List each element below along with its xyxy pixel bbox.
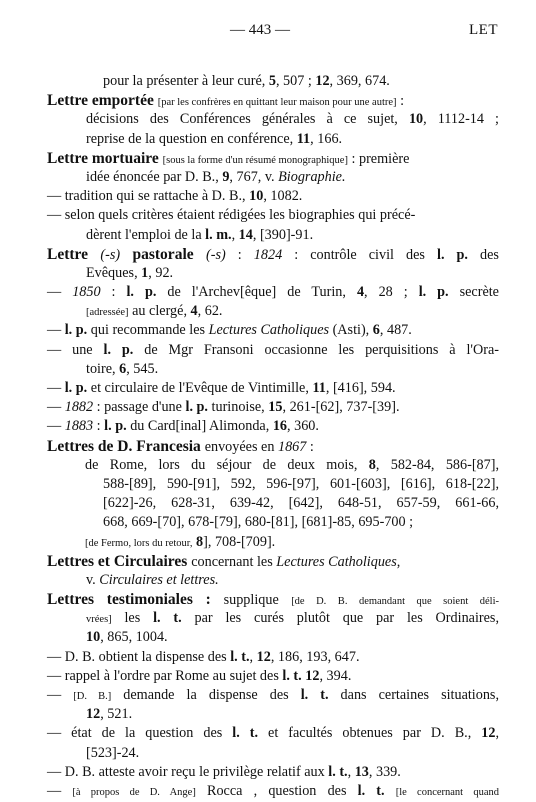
index-entry-heading (47, 91, 499, 110)
text-run: Lectures Catholiques (276, 553, 397, 570)
text-run: — (47, 284, 73, 301)
text-run: du Card[inal] Alimonda, (126, 418, 273, 435)
text-run: [par les confrères en quittant leur maison pour une autre] (157, 97, 397, 109)
text-run: l. p. (185, 399, 208, 416)
index-subentry (47, 724, 499, 743)
text-run: : contrôle civil des (282, 246, 437, 263)
index-line (47, 360, 499, 379)
text-run: qui recommande les (87, 322, 209, 339)
text-run: , 582-84, 586-[87], (375, 456, 500, 473)
text-run: 1824 (253, 246, 283, 263)
text-run: , 865, 1004. (100, 629, 168, 646)
text-run: envoyées en (204, 438, 278, 455)
text-run: 6 (372, 322, 380, 339)
text-run: Lettre mortuaire (47, 149, 163, 167)
text-run: , 521. (100, 706, 133, 723)
text-run: , (231, 226, 239, 243)
text-run: pour la présenter à leur curé, (103, 73, 269, 89)
text-run: turinoise, (207, 399, 269, 416)
index-subentry (47, 763, 499, 782)
text-run: 12 (256, 648, 271, 665)
text-run: , 62. (197, 303, 223, 320)
index-line (47, 571, 499, 590)
text-run: , (495, 725, 499, 742)
text-run: [sous la forme d'un résumé monographique] (162, 154, 348, 166)
text-run: des (467, 246, 499, 263)
text-run: , [416], 594. (325, 380, 396, 396)
text-run: 14 (238, 226, 253, 243)
text-run: 11 (312, 380, 326, 396)
text-run: , 487. (379, 322, 412, 339)
text-run: [de Fermo, lors du retour, (85, 537, 193, 549)
index-line (47, 168, 499, 187)
text-run: — (47, 687, 74, 703)
text-run: , 28 ; (364, 284, 419, 301)
text-run: [à propos de D. Ange] (72, 786, 196, 798)
index-line (47, 628, 499, 647)
text-run: 13 (354, 763, 369, 780)
index-subentry (47, 206, 499, 225)
text-run: , 261-[62], 737-[39]. (282, 399, 400, 416)
index-line (47, 513, 499, 532)
text-run: l. t. (282, 667, 302, 684)
text-run: 10 (408, 111, 424, 128)
index-entry-heading (47, 590, 499, 609)
text-run: , 339. (368, 763, 401, 780)
index-subentry (47, 417, 499, 436)
text-run: concernant les (191, 553, 277, 570)
text-run: , (249, 648, 257, 665)
index-entry-heading (47, 245, 499, 264)
text-run: l. p. (437, 246, 468, 263)
text-run: vrées] (86, 614, 112, 626)
text-run: l. p. (103, 341, 134, 358)
text-run: 12 (305, 667, 320, 684)
text-run: pastorale (120, 245, 207, 263)
index-line (47, 456, 499, 475)
index-line (47, 72, 499, 91)
index-subentry (47, 686, 499, 705)
index-line (47, 609, 499, 628)
text-run: 1882 (64, 399, 94, 416)
text-run: , 186, 193, 647. (270, 648, 360, 665)
text-run: , (347, 763, 355, 780)
text-run: — (47, 782, 73, 799)
index-subentry (47, 667, 499, 686)
text-run: — rappel à l'ordre par Rome au sujet des (47, 667, 283, 684)
page-header (0, 22, 536, 42)
text-run: 5 (268, 73, 276, 89)
text-run: 12 (315, 73, 330, 89)
text-run: , 369, 674. (329, 73, 390, 89)
text-run: (-s) (206, 246, 226, 263)
text-run: décisions des Conférences générales à ce sujet, (86, 111, 409, 128)
index-text (47, 72, 499, 801)
text-run: 8 (368, 456, 376, 473)
text-run: : (93, 418, 105, 435)
text-run: 4 (356, 284, 365, 301)
text-run: 668, 669-[70], 678-[79], 680-[81], [681]-85, 695-700 ; (103, 514, 414, 531)
index-subentry (47, 648, 499, 667)
text-run: , 360. (287, 418, 319, 435)
text-run: 10 (249, 188, 264, 205)
text-run: 1883 (64, 418, 94, 435)
text-run: : (100, 284, 127, 301)
text-run: l. p. (64, 380, 88, 396)
index-line (47, 226, 499, 245)
text-run: l. t. (357, 782, 385, 799)
index-subentry (47, 187, 499, 206)
text-run: 16 (272, 418, 288, 435)
text-run: 1 (141, 264, 149, 281)
text-run: de Rome, lors du séjour de deux mois, (85, 456, 369, 473)
text-run: — une (47, 341, 104, 358)
text-run: l. t. (328, 763, 348, 780)
text-run: v. (86, 571, 100, 588)
index-line (47, 302, 499, 321)
text-run: — (47, 399, 65, 416)
index-line (47, 494, 499, 513)
text-run: l. t. (153, 610, 182, 627)
index-line (47, 744, 499, 763)
text-run: l. p. (64, 322, 88, 339)
text-run: , 767, v. (229, 168, 279, 185)
text-run: reprise de la question en conférence, (86, 130, 297, 147)
text-run: : (396, 93, 405, 110)
text-run: , 166. (310, 130, 343, 147)
text-run: Lettres de D. Francesia (47, 437, 205, 455)
text-run: [de D. B. demandant que soient déli- (291, 596, 500, 608)
text-run: dèrent l'emploi de la (86, 226, 206, 243)
index-subentry (47, 341, 499, 360)
text-run: dans certaines situations, (328, 687, 500, 703)
text-run: l. p. (418, 284, 449, 301)
index-line (47, 533, 499, 552)
text-run: : (306, 438, 314, 455)
text-run: ], 708-[709]. (203, 533, 276, 550)
text-run: , 507 ; (275, 73, 316, 89)
text-run: l. p. (104, 418, 127, 435)
text-run: : première (347, 150, 410, 167)
text-run: Rocca , question des (195, 782, 358, 799)
text-run: toire, (86, 360, 120, 377)
index-entry-heading (47, 149, 499, 168)
text-run: — état de la question des (47, 725, 233, 742)
text-run: et circulaire de l'Evêque de Vintimille, (87, 380, 313, 396)
text-run: — (47, 322, 65, 339)
text-run: , [390]-91. (252, 226, 314, 243)
text-run: [622]-26, 628-31, 639-42, [642], 648-51, 657-59, 661-66, (103, 495, 499, 512)
text-run: 12 (481, 725, 496, 742)
text-run: — D. B. atteste avoir reçu le privilège relatif aux (47, 763, 329, 780)
text-run: l. t. (230, 648, 250, 665)
text-run: , (396, 553, 401, 570)
text-run: 8 (196, 533, 204, 550)
text-run: l. m. (205, 226, 232, 243)
text-run: Circulaires et lettres. (99, 571, 219, 588)
text-run: [adressée] (86, 307, 129, 319)
text-run: 9 (222, 168, 230, 185)
text-run: de Mgr Fransoni occasionne les perquisitions à l'Ora- (133, 341, 499, 358)
text-run: (-s) (100, 246, 121, 263)
text-run: , 1112-14 ; (423, 111, 499, 128)
text-run: l. t. (300, 687, 329, 703)
index-line (47, 264, 499, 283)
text-run: supplique (223, 592, 292, 609)
text-run: les (111, 610, 154, 627)
text-run: 11 (296, 130, 311, 147)
text-run: — D. B. obtient la dispense des (47, 648, 231, 665)
text-run: 4 (190, 303, 198, 320)
text-run: Lettre emportée (47, 92, 158, 110)
text-run: 1850 (72, 284, 101, 301)
index-line (47, 705, 499, 724)
text-run: l. p. (126, 284, 157, 301)
text-run: — selon quels critères étaient rédigées les biographies qui précé- (47, 207, 416, 224)
text-run: 15 (268, 399, 283, 416)
index-line (47, 110, 499, 129)
index-line (47, 475, 499, 494)
text-run: , 1082. (263, 188, 303, 205)
text-run: Lettres et Circulaires (47, 552, 192, 570)
text-run: par les curés plutôt que par les Ordinaires, (181, 610, 499, 627)
text-run: 12 (86, 706, 101, 723)
index-subentry (47, 398, 499, 417)
text-run: idée énoncée par D. B., (86, 168, 223, 185)
text-run: et facultés obtenues par D. B., (258, 725, 482, 742)
running-head: LET (469, 22, 498, 38)
text-run: 6 (119, 360, 127, 377)
text-run: Lettre (47, 245, 101, 263)
text-run: [D. B.] (73, 691, 112, 702)
text-run: 10 (86, 629, 101, 646)
text-run: demande la dispense des (111, 687, 301, 703)
index-subentry (47, 321, 499, 340)
index-subentry (47, 379, 499, 398)
text-run: — (47, 418, 65, 435)
index-entry-heading (47, 437, 499, 456)
index-subentry (47, 283, 499, 302)
text-run: [523]-24. (86, 744, 140, 761)
text-run: : (225, 246, 254, 263)
text-run: Lectures Catholiques (208, 322, 330, 339)
index-entry-heading (47, 552, 499, 571)
page-number: — 443 — (230, 22, 290, 38)
text-run: 1867 (277, 438, 307, 455)
text-run: secrète (448, 284, 499, 301)
text-run: , 92. (148, 264, 174, 281)
text-run: [le concernant quand (395, 786, 500, 798)
text-run: de l'Archev[êque] de Turin, (156, 284, 357, 301)
text-run: Lettres testimoniales : (47, 591, 224, 609)
text-run: , 545. (126, 360, 159, 377)
text-run: , 394. (319, 667, 352, 684)
text-run: — (47, 380, 65, 396)
text-run: l. t. (232, 725, 259, 742)
text-run: : passage d'une (93, 399, 186, 416)
text-run: Evêques, (86, 264, 142, 281)
text-run: — tradition qui se rattache à D. B., (47, 188, 250, 205)
text-run: au clergé, (128, 303, 191, 320)
index-line (47, 130, 499, 149)
text-run: 588-[89], 590-[91], 592, 596-[97], 601-[603], [616], 618-[22], (103, 475, 499, 492)
text-run: (Asti), (329, 322, 373, 339)
text-run: Biographie. (278, 168, 346, 185)
index-subentry (47, 782, 499, 801)
